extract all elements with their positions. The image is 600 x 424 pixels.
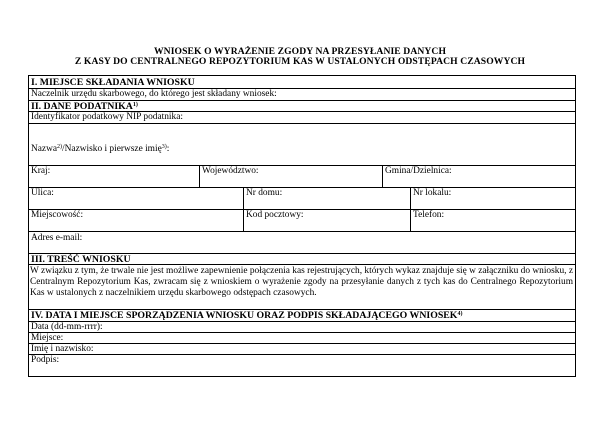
tax-office-field[interactable]: Naczelnik urzędu skarbowego, do którego jest składany wniosek:: [31, 89, 277, 99]
nip-field[interactable]: Identyfikator podatkowy NIP podatnika:: [31, 112, 183, 122]
country-field[interactable]: Kraj:: [31, 166, 51, 176]
rule: [28, 187, 576, 188]
cell-divider: [410, 187, 411, 231]
date-field[interactable]: Data (dd-mm-rrrr):: [31, 322, 103, 332]
rule: [28, 354, 576, 355]
footnote-ref: 4): [457, 311, 463, 317]
municipality-field[interactable]: Gmina/Dzielnica:: [385, 166, 452, 176]
place-field[interactable]: Miejsce:: [31, 333, 64, 343]
cell-divider: [243, 187, 244, 231]
rule: [28, 321, 576, 322]
taxpayer-name-field[interactable]: Nazwa$^{2)}$/Nazwisko i pierwsze imię$^{3)}$:: [31, 144, 170, 154]
request-text: W związku z tym, że trwale nie jest możliwe zapewnienie połączenia kas rejestrujących, których wykaz znajduje się w załączniku do wniosku, z Centralnym Repozytorium Kas, zwracam się z wnioskiem o wyrażenie zgody na przesyłanie danych z tych kas do Centralnego Repozytorium Kas w ustalonych z naczelnikiem urzędu skarbowego odstępach czasowych.: [30, 266, 573, 299]
house-number-field[interactable]: Nr domu:: [246, 188, 283, 198]
city-field[interactable]: Miejscowość:: [31, 210, 84, 220]
section1-header: I. MIEJSCE SKŁADANIA WNIOSKU: [31, 77, 195, 88]
footnote-ref: 2): [57, 144, 63, 150]
rule: [28, 343, 576, 344]
phone-field[interactable]: Telefon:: [413, 210, 445, 220]
rule: [28, 231, 576, 232]
footnote-ref: 3): [161, 144, 167, 150]
section4-header: IV. DATA I MIEJSCE SPORZĄDZENIA WNIOSKU ORAZ PODPIS SKŁADAJĄCEGO WNIOSEK$^{4)}$: [31, 310, 463, 321]
cell-divider: [382, 165, 383, 187]
document-title-line1: WNIOSEK O WYRAŻENIE ZGODY NA PRZESYŁANIE DANYCH: [153, 46, 447, 57]
cell-divider: [199, 165, 200, 187]
rule: [28, 165, 576, 166]
voivodeship-field[interactable]: Województwo:: [202, 166, 259, 176]
rule: [28, 332, 576, 333]
email-field[interactable]: Adres e-mail:: [31, 233, 83, 243]
signature-field[interactable]: Podpis:: [31, 355, 60, 365]
section2-header: II. DANE PODATNIKA$^{1)}$: [31, 101, 138, 112]
section3-header: III. TREŚĆ WNIOSKU: [31, 254, 131, 265]
document-title-line2: Z KASY DO CENTRALNEGO REPOZYTORIUM KAS W USTALONYCH ODSTĘPACH CZASOWYCH: [74, 56, 526, 67]
postal-code-field[interactable]: Kod pocztowy:: [246, 210, 304, 220]
rule: [28, 123, 576, 124]
street-field[interactable]: Ulica:: [31, 188, 54, 198]
flat-number-field[interactable]: Nr lokalu:: [413, 188, 452, 198]
footnote-ref: 1): [132, 102, 138, 108]
signer-name-field[interactable]: Imię i nazwisko:: [31, 344, 94, 354]
